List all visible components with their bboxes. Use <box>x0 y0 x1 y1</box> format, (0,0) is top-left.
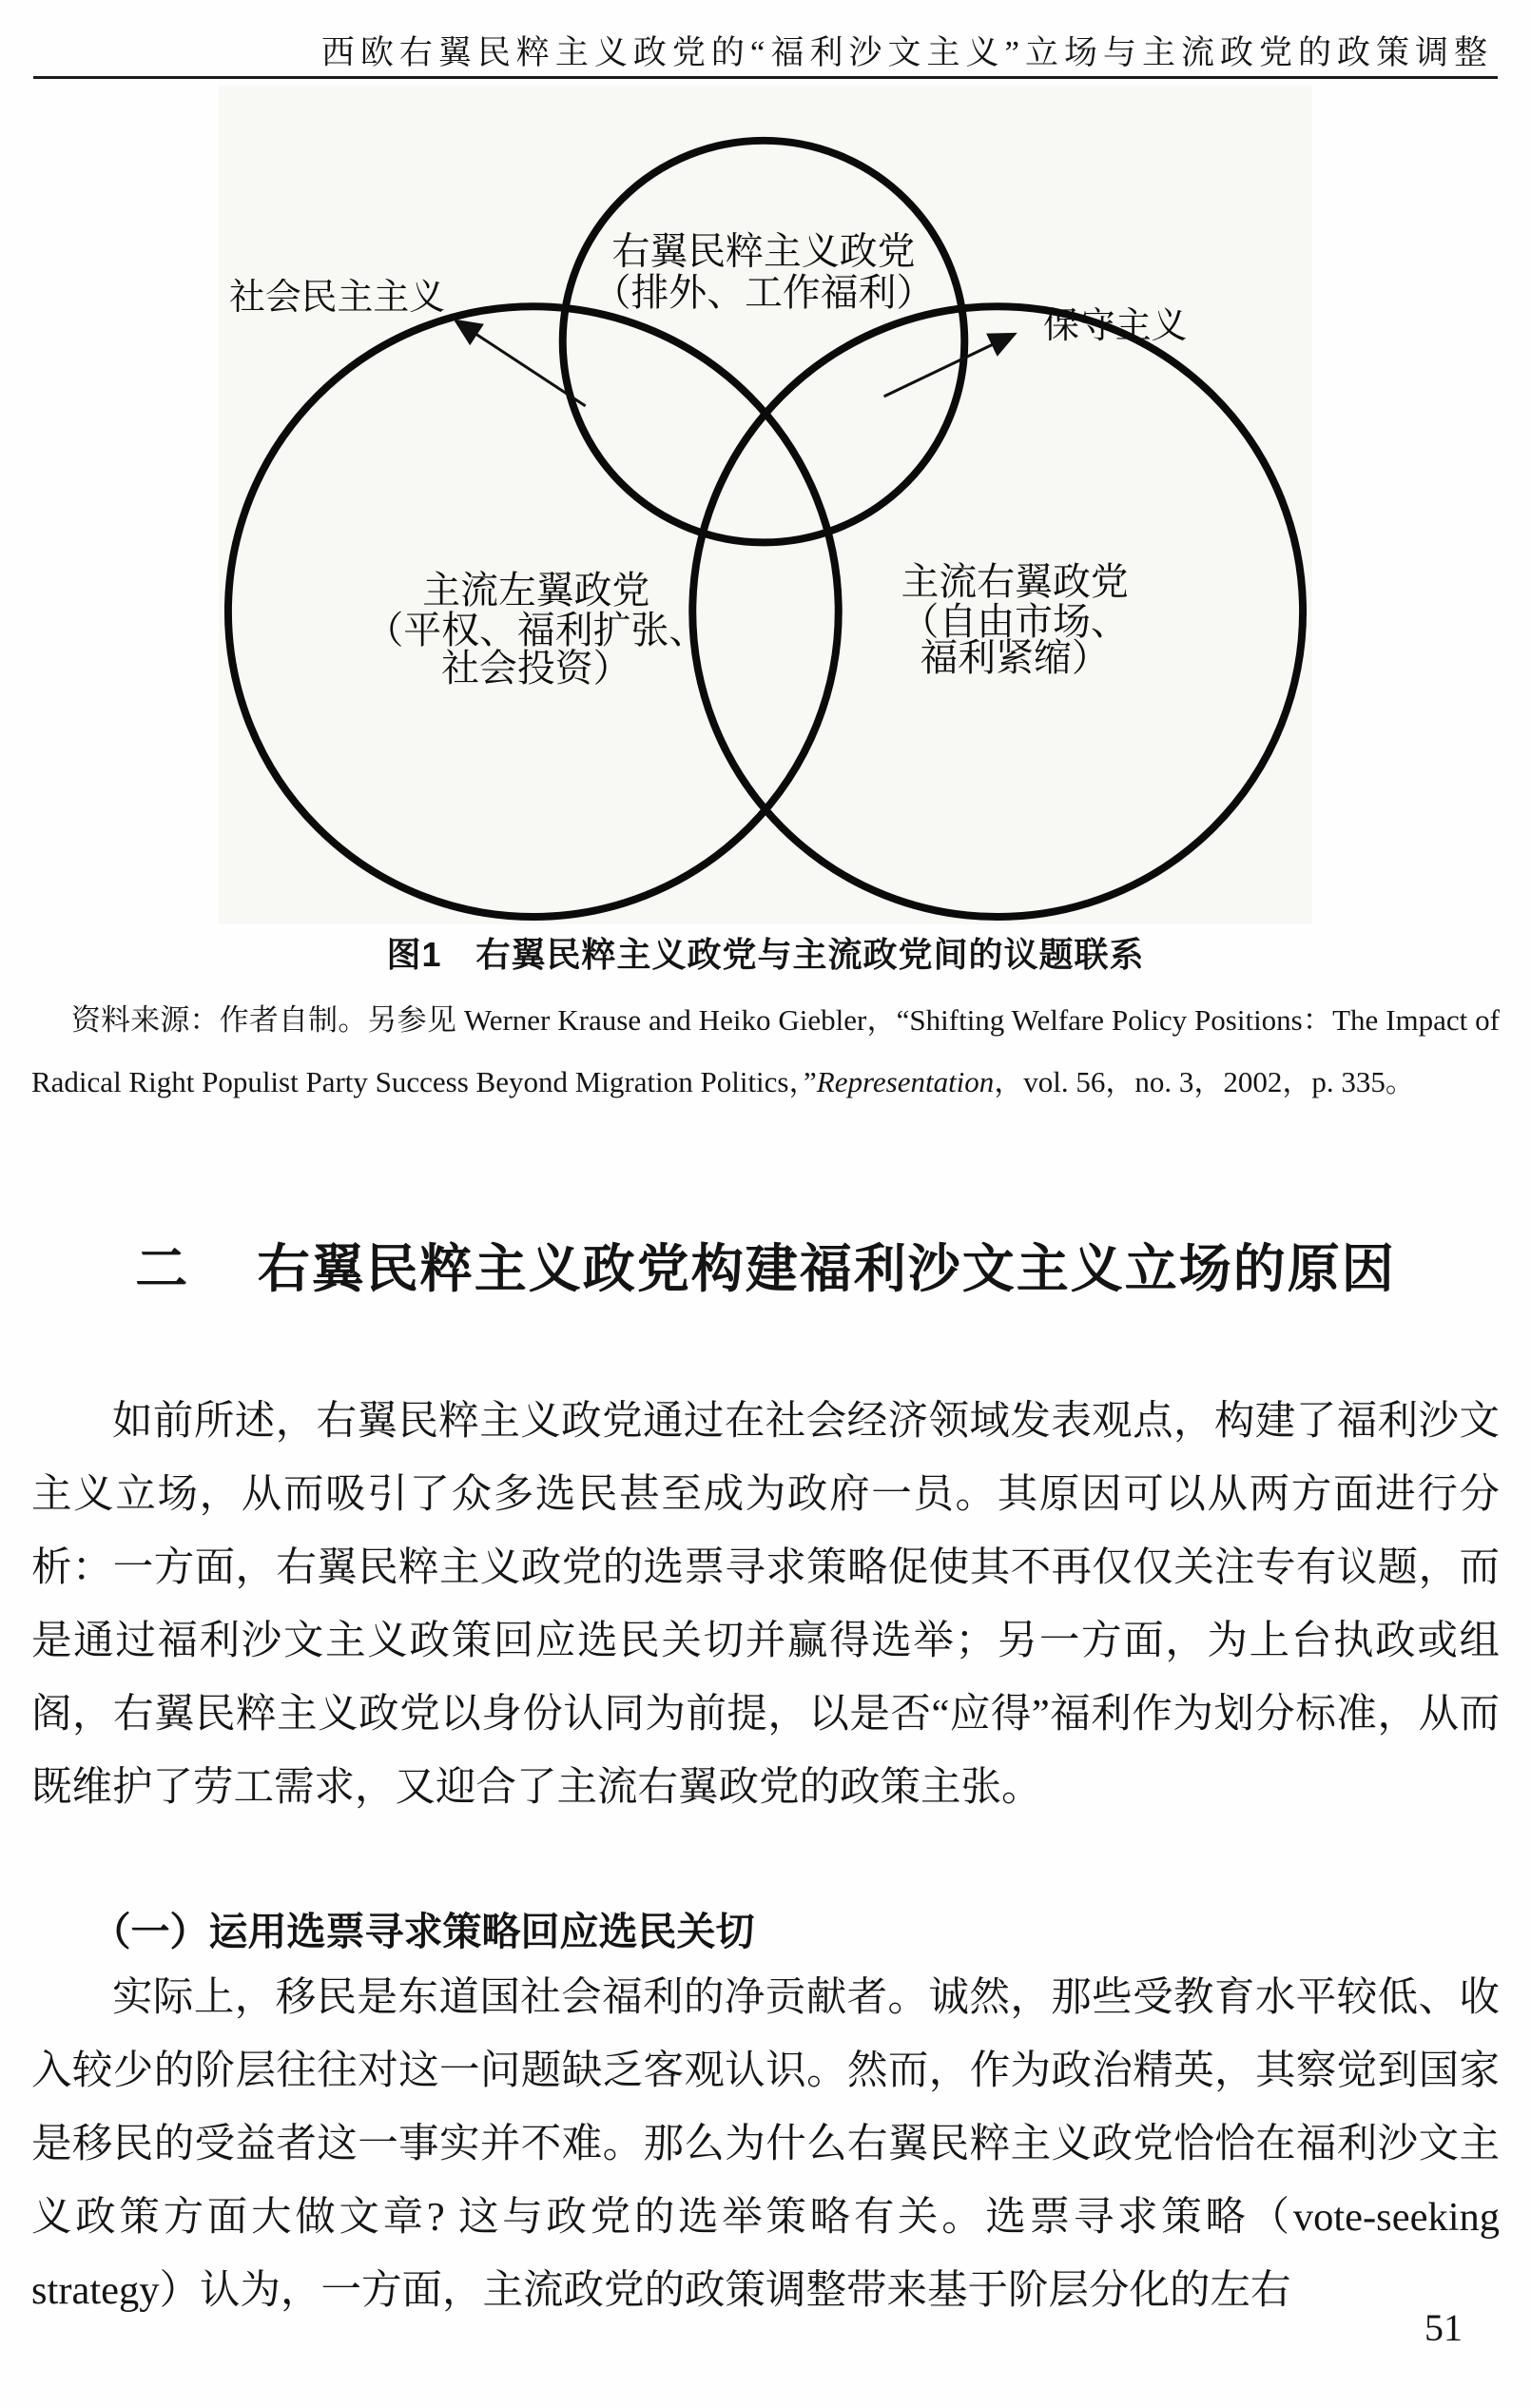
source-note-journal: Representation <box>816 1065 995 1098</box>
figure-caption <box>0 928 1531 977</box>
right-circle-label-line3: 福利紧缩） <box>920 635 1110 679</box>
running-head: 西欧右翼民粹主义政党的“福利沙文主义”立场与主流政党的政策调整 <box>320 34 1493 71</box>
section-title: 右翼民粹主义政党构建福利沙文主义立场的原因 <box>257 1240 1396 1298</box>
paragraph-1: 如前所述，右翼民粹主义政党通过在社会经济领域发表观点，构建了福利沙文主义立场，从而吸引了众多选民甚至成为政府一员。其原因可以从两方面进行分析：一方面，右翼民粹主义政党的选票寻求策略促使其不再仅仅关注专有议题，而是通过福利沙文主义政策回应选民关切并赢得选举；另一方面，为上台执政或组阁，右翼民粹主义政党以身份认同为前提，以是否“应得”福利作为划分标准，从而既维护了劳工需求，又迎合了主流右翼政党的政策主张。 <box>31 1399 1500 1810</box>
source-note-tail: ，vol. 56，no. 3，2002，p. 335。 <box>994 1065 1415 1098</box>
left-circle-label-line2: （平权、福利扩张、 <box>365 609 707 652</box>
paragraph-2: 实际上，移民是东道国社会福利的净贡献者。诚然，那些受教育水平较低、收入较少的阶层往往对这一问题缺乏客观认识。然而，作为政治精英，其察觉到国家是移民的受益者这一事实并不难。那么为什么右翼民粹主义政党恰恰在福利沙文主义政策方面大做文章? 这与政党的选举策略有关。选票寻求策略（vote-seeking strategy）认为，一方面，主流政党的政策调整带来基于阶层分化的左右 <box>31 1975 1500 2313</box>
figure-caption-label: 图1 <box>386 935 442 974</box>
right-circle-label-line2: （自由市场、 <box>901 600 1129 644</box>
label-social-democracy: 社会民主主义 <box>228 278 446 319</box>
label-conservatism: 保守主义 <box>1043 306 1188 347</box>
top-circle-label-line1: 右翼民粹主义政党 <box>611 229 916 273</box>
figure-caption-title: 右翼民粹主义政党与主流政党间的议题联系 <box>475 935 1145 974</box>
venn-diagram-figure <box>219 86 1312 924</box>
header-rule <box>33 76 1498 79</box>
figure-source-note <box>31 989 1500 1113</box>
page-number: 51 <box>1424 2306 1463 2349</box>
venn-circle-top <box>563 141 965 543</box>
right-circle-label-line1: 主流右翼政党 <box>901 560 1129 604</box>
left-circle-label-line3: 社会投资） <box>441 646 631 689</box>
section-number: 二 <box>135 1240 190 1298</box>
venn-diagram-svg <box>219 86 1312 924</box>
top-circle-label-line2: （排外、工作福利） <box>592 271 935 315</box>
section-heading <box>0 1227 1531 1302</box>
subsection-heading: （一）运用选票寻求策略回应选民关切 <box>91 1910 755 1953</box>
arrow-to-conservatism <box>884 334 1016 397</box>
source-note-text: 资料来源：作者自制。另参见 Werner Krause and Heiko Giebler，“Shifting Welfare Policy Positions：The Impact of Radical Right Populist Party Success Beyond Migration Politics，” <box>31 1003 1500 1098</box>
left-circle-label-line1: 主流左翼政党 <box>422 569 650 612</box>
